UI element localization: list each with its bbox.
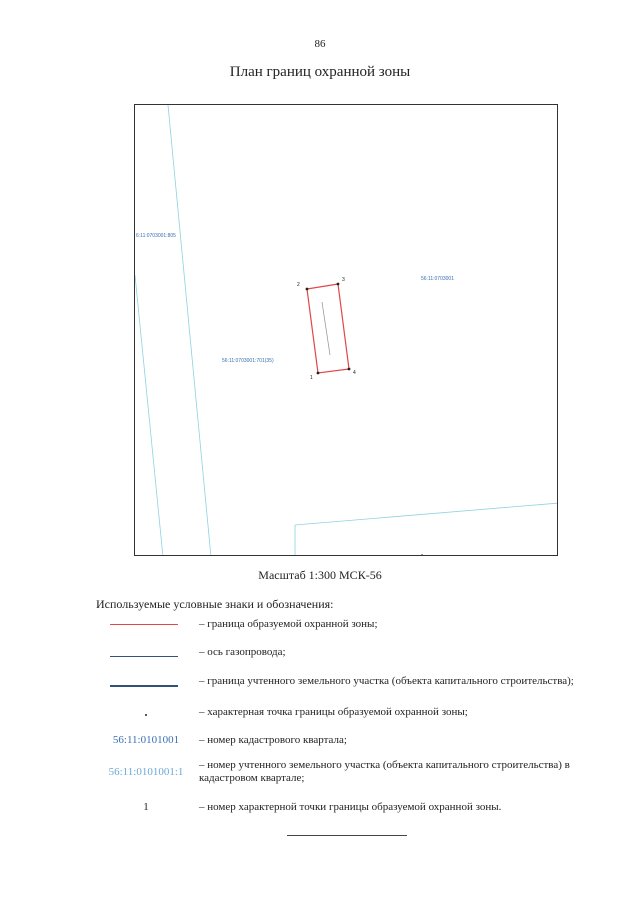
legend-text: – номер характерной точки границы образуемой охранной зоны. (199, 801, 502, 813)
legend-row (0, 640, 640, 660)
gas-pipeline-axis (322, 302, 330, 355)
legend-symbol (96, 797, 196, 817)
characteristic-point-2 (306, 288, 309, 291)
legend-text: – характерная точка границы образуемой охранной зоны; (199, 706, 468, 718)
point-label-2: 2 (297, 282, 300, 288)
protection-zone-boundary (307, 284, 349, 373)
legend-text: – номер учтенного земельного участка (объекта капитального строительства) в кадастровом квартале; (199, 759, 570, 784)
legend-row (0, 614, 640, 634)
quarter-number-label: 56:11:0703001 (421, 276, 454, 282)
legend-symbol (96, 730, 196, 750)
page-number: 86 (314, 38, 326, 50)
legend-symbol (96, 668, 196, 688)
gas-axis-symbol (110, 656, 178, 657)
legend-row (0, 730, 640, 750)
legend-title: Используемые условные знаки и обозначения: (96, 597, 334, 611)
legend-text: – граница учтенного земельного участка (объекта капитального строительства); (199, 675, 574, 687)
zone-boundary-symbol (110, 624, 178, 625)
legend-row (0, 756, 640, 784)
legend-text: – ось газопровода; (199, 646, 286, 658)
parcel-boundary-symbol (110, 685, 178, 687)
point-number-symbol: 1 (143, 801, 149, 813)
point-symbol (145, 714, 147, 716)
parcel-number-symbol: 56:11:0101001:1 (108, 766, 184, 778)
characteristic-point-3 (337, 283, 340, 286)
legend-text: – номер кадастрового квартала; (199, 734, 347, 746)
point-label-1: 1 (310, 375, 313, 381)
legend-symbol (96, 700, 196, 720)
page-title: План границ охранной зоны (229, 64, 411, 80)
legend-symbol (96, 756, 196, 776)
parcel-number-label: 56:11:0703001:701(35) (222, 358, 274, 364)
point-label-3: 3 (342, 277, 345, 283)
legend-symbol (96, 614, 196, 634)
scale-caption: Масштаб 1:300 МСК-56 (258, 568, 382, 582)
parcel-number-label: 6:11:0703001:805 (136, 233, 176, 239)
point-label-4: 4 (353, 370, 356, 376)
characteristic-point-1 (317, 372, 320, 375)
map-canvas (135, 105, 558, 556)
footer-divider (287, 835, 407, 836)
characteristic-point-4 (348, 368, 351, 371)
legend-text: – граница образуемой охранной зоны; (199, 618, 378, 630)
legend-row (0, 668, 640, 688)
parcel-boundary-line (135, 275, 163, 556)
quarter-number-symbol: 56:11:0101001 (112, 734, 180, 746)
parcel-boundary-line (295, 503, 558, 525)
parcel-boundary-line (168, 105, 211, 556)
legend-row (0, 700, 640, 720)
legend-row (0, 797, 640, 817)
legend-symbol (96, 640, 196, 660)
map-frame (134, 104, 558, 556)
